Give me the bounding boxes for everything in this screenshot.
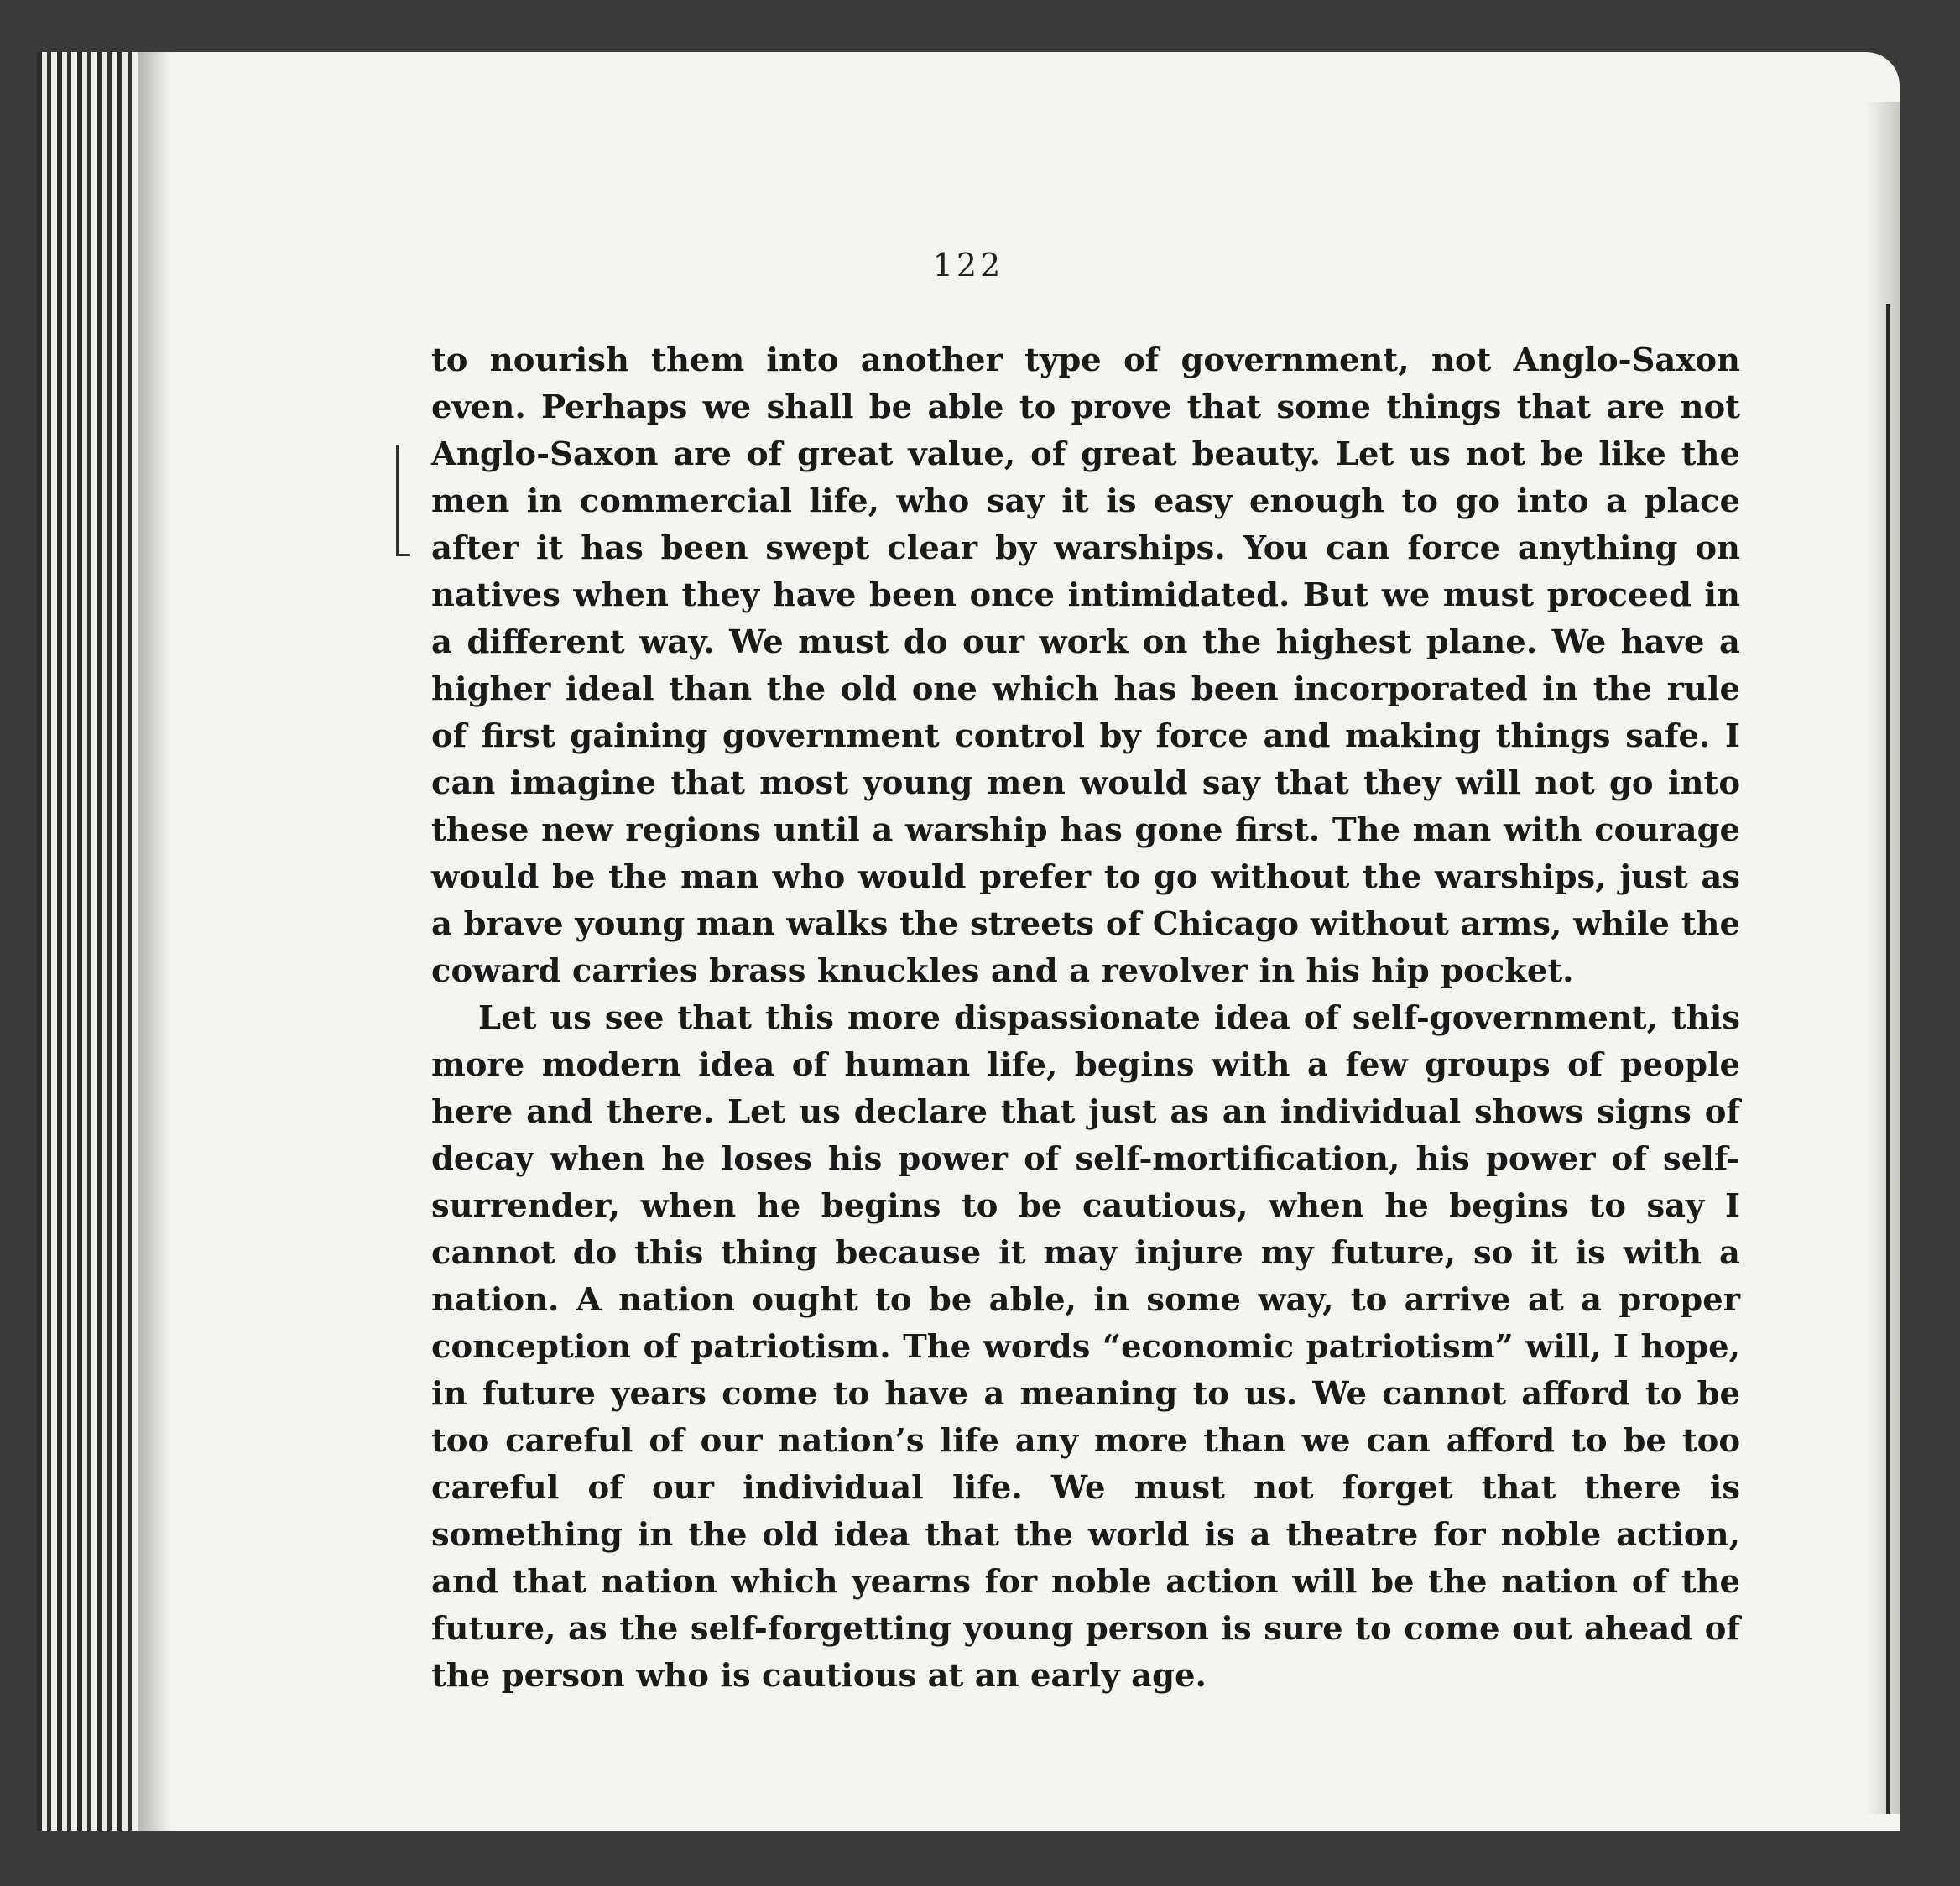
paragraph-2: Let us see that this more dispassionate idea of self-government, this more modern idea of human life, begins with a few groups of people here and there. Let us declare that just as an individual shows signs of decay when he loses his power of self-mortification, his power of self-surrender, when he begins to be cautious, when he begins to say I cannot do this thing because it may injure my future, so it is with a nation. A nation ought to be able, in some way, to arrive at a proper conception of patriotism. The words “economic patriotism” will, I hope, in future years come to have a meaning to us. We cannot afford to be too careful of our nation’s life any more than we can afford to be too careful of our individual life. We must not forget that there is something in the old idea that the world is a theatre for noble action, and that nation which yearns for noble action will be the nation of the future, as the self-forgetting young person is sure to come out ahead of the person who is cautious at an early age. <box>431 999 1740 1695</box>
page-right-edge <box>1866 102 1900 1814</box>
binding-shadow <box>138 52 171 1831</box>
page-number: 122 <box>932 247 1004 284</box>
paragraph-1: to nourish them into another type of government, not Anglo-Saxon even. Perhaps we shall be able to prove that some things that are not Anglo-Saxon are of great value, of great beauty. Let us not be like the men in commercial life, who say it is easy enough to go into a place after it has been swept clear by warships. You can force anything on natives when they have been once intimidated. But we must proceed in a different way. We must do our work on the highest plane. We have a higher ideal than the old one which has been incorporated in the rule of first gaining government control by force and making things safe. I can imagine that most young men would say that they will not go into these new regions until a warship has gone first. The man with courage would be the man who would prefer to go without the warships, just as a brave young man walks the streets of Chicago without arms, while the coward carries brass knuckles and a revolver in his hip pocket. <box>431 341 1740 990</box>
book-binding-edge <box>37 52 138 1831</box>
book-page <box>37 52 1900 1831</box>
margin-bracket-mark <box>396 445 410 556</box>
body-text <box>431 337 1740 1700</box>
right-margin-rule <box>1886 304 1890 1814</box>
